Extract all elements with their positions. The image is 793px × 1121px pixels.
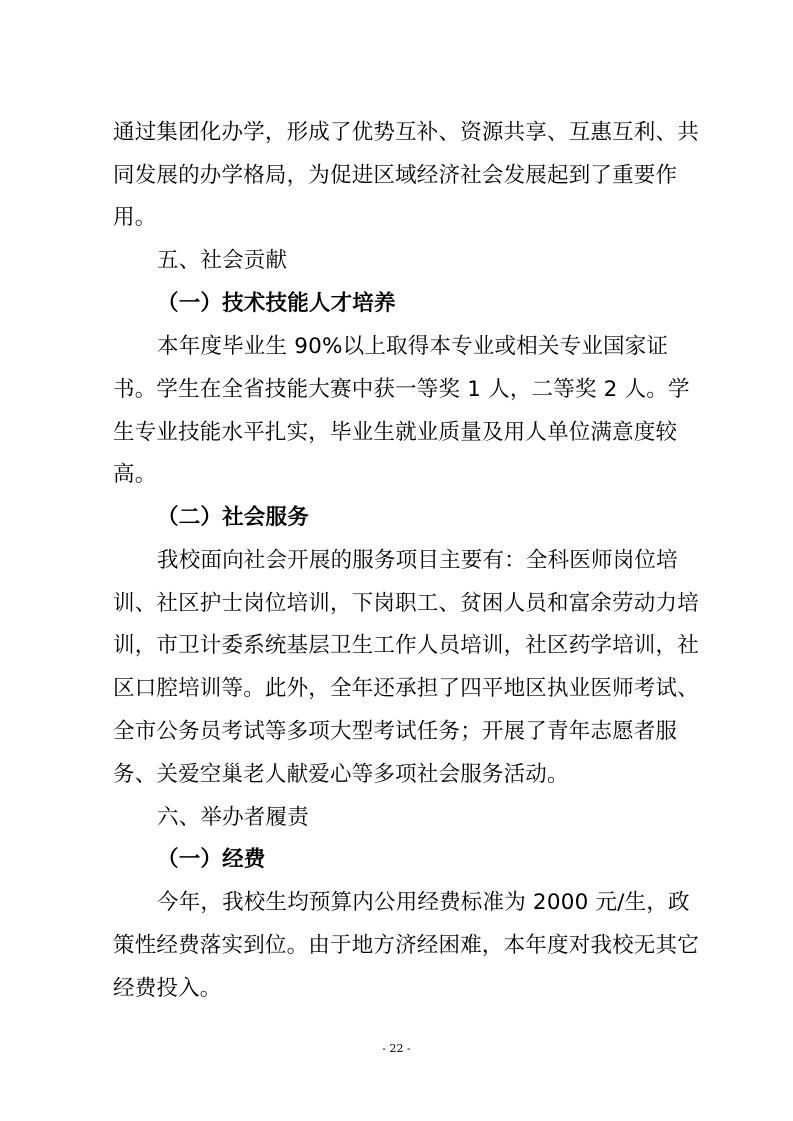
body-text-line: 高。 [113,462,157,487]
subsection-heading-funding: （一）经费 [157,847,266,872]
body-text-line: 策性经费落实到位。由于地方济经困难，本年度对我校无其它 [113,933,699,958]
body-text-line: 经费投入。 [113,976,222,1001]
body-text-line: 用。 [113,205,157,230]
body-text-line: 训、社区护士岗位培训，下岗职工、贫困人员和富余劳动力培 [113,591,699,616]
body-text-line: 本年度毕业生 90%以上取得本专业或相关专业国家证 [157,334,669,359]
body-text-line: 全市公务员考试等多项大型考试任务；开展了青年志愿者服 [113,719,678,744]
body-text-line: 通过集团化办学，形成了优势互补、资源共享、互惠互利、共 [113,120,699,145]
body-text-line: 生专业技能水平扎实，毕业生就业质量及用人单位满意度较 [113,420,678,445]
subsection-heading-talent-training: （一）技术技能人才培养 [157,291,396,316]
body-text-line: 区口腔培训等。此外，全年还承担了四平地区执业医师考试、 [113,676,699,701]
body-text-line: 同发展的办学格局，为促进区域经济社会发展起到了重要作 [113,163,678,188]
body-text-line: 务、关爱空巢老人献爱心等多项社会服务活动。 [113,762,569,787]
section-heading-sponsor-duties: 六、举办者履责 [157,805,309,830]
body-text-line: 训，市卫计委系统基层卫生工作人员培训，社区药学培训，社 [113,633,699,658]
page-number: - 22 - [382,1042,411,1055]
body-text-line: 今年，我校生均预算内公用经费标准为 2000 元/生，政 [157,890,690,915]
body-text-line: 书。学生在全省技能大赛中获一等奖 1 人，二等奖 2 人。学 [113,377,690,402]
section-heading-social-contribution: 五、社会贡献 [157,248,288,273]
body-text-line: 我校面向社会开展的服务项目主要有：全科医师岗位培 [157,548,678,573]
subsection-heading-social-service: （二）社会服务 [157,505,309,530]
